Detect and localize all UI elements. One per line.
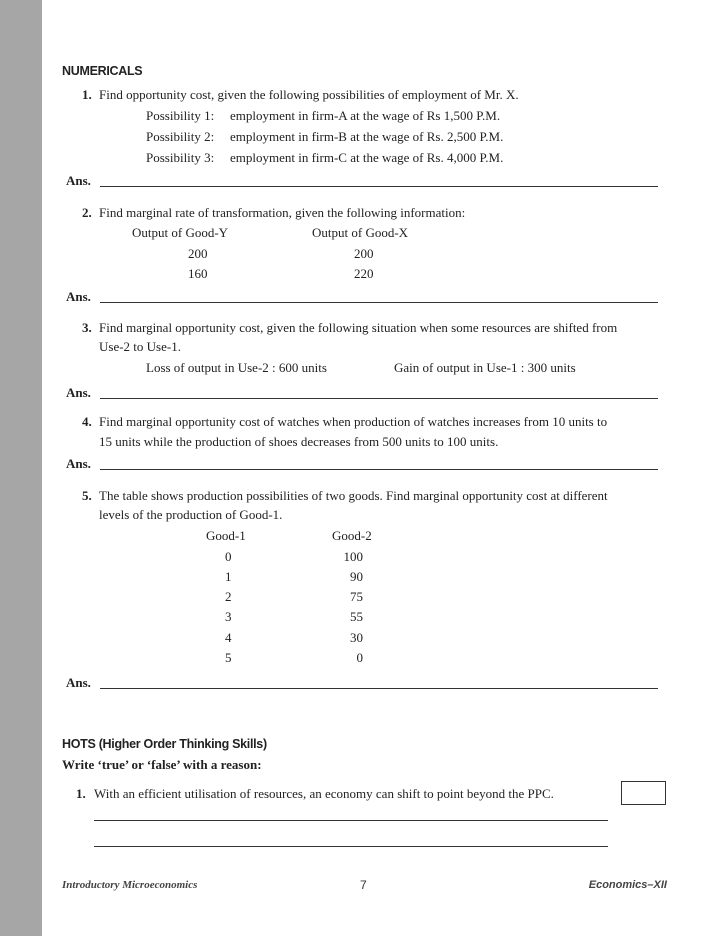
question-4-number: 4. <box>82 414 92 429</box>
footer-book-title: Introductory Microeconomics <box>62 879 198 891</box>
possibility-2-text: employment in firm-B at the wage of Rs. 2,500 P.M. <box>230 129 504 144</box>
answer-line-2[interactable] <box>100 302 658 303</box>
question-5-number: 5. <box>82 488 92 503</box>
answer-line-5[interactable] <box>100 688 658 689</box>
answer-label-2: Ans. <box>66 289 91 304</box>
hots-answer-line-1[interactable] <box>94 820 608 821</box>
section-title-hots: HOTS (Higher Order Thinking Skills) <box>62 737 267 751</box>
q5-row-5-good-1: 4 <box>225 630 232 645</box>
q5-row-4-good-1: 3 <box>225 609 232 624</box>
q5-row-2-good-2: 90 <box>350 569 363 584</box>
possibility-1-label: Possibility 1: <box>146 108 215 123</box>
true-false-answer-box[interactable] <box>621 781 666 805</box>
section-title-numericals: NUMERICALS <box>62 64 143 78</box>
q5-row-5-good-2: 30 <box>350 630 363 645</box>
footer-page-number: 7 <box>360 878 367 892</box>
q5-row-3-good-1: 2 <box>225 589 232 604</box>
q2-header-good-x: Output of Good-X <box>312 225 409 240</box>
answer-label-3: Ans. <box>66 385 91 400</box>
answer-label-5: Ans. <box>66 675 91 690</box>
q5-row-6-good-2: 0 <box>356 650 363 665</box>
answer-line-4[interactable] <box>100 469 658 470</box>
q2-row1-good-y: 200 <box>188 246 208 261</box>
q5-row-1-good-2: 100 <box>343 549 363 564</box>
q2-row2-good-y: 160 <box>188 266 208 281</box>
hots-question-1-text: With an efficient utilisation of resources, an economy can shift to point beyond the PPC. <box>94 786 554 801</box>
q5-row-6-good-1: 5 <box>225 650 232 665</box>
answer-label-1: Ans. <box>66 173 91 188</box>
q3-gain-output: Gain of output in Use-1 : 300 units <box>394 360 576 375</box>
question-3-number: 3. <box>82 320 92 335</box>
q5-header-good-1: Good-1 <box>206 528 246 543</box>
answer-line-1[interactable] <box>100 186 658 187</box>
q5-row-1-good-1: 0 <box>225 549 232 564</box>
q2-header-good-y: Output of Good-Y <box>132 225 229 240</box>
question-2-text: Find marginal rate of transformation, given the following information: <box>99 205 466 220</box>
question-2-number: 2. <box>82 205 92 220</box>
question-4-line-1: Find marginal opportunity cost of watches when production of watches increases from 10 units to <box>99 414 608 429</box>
q2-row1-good-x: 200 <box>354 246 374 261</box>
q5-row-2-good-1: 1 <box>225 569 232 584</box>
worksheet-page <box>42 0 728 936</box>
question-3-line-2: Use-2 to Use-1. <box>99 339 181 354</box>
hots-instruction: Write ‘true’ or ‘false’ with a reason: <box>62 757 262 772</box>
question-4-line-2: 15 units while the production of shoes decreases from 500 units to 100 units. <box>99 434 499 449</box>
footer-subject: Economics–XII <box>588 879 667 891</box>
question-3-line-1: Find marginal opportunity cost, given the following situation when some resources are shifted from <box>99 320 618 335</box>
q5-header-good-2: Good-2 <box>332 528 372 543</box>
answer-line-3[interactable] <box>100 398 658 399</box>
q3-loss-output: Loss of output in Use-2 : 600 units <box>146 360 327 375</box>
possibility-3-text: employment in firm-C at the wage of Rs. 4,000 P.M. <box>230 150 504 165</box>
question-1-text: Find opportunity cost, given the following possibilities of employment of Mr. X. <box>99 87 519 102</box>
q2-row2-good-x: 220 <box>354 266 374 281</box>
q5-row-4-good-2: 55 <box>350 609 363 624</box>
question-1-number: 1. <box>82 87 92 102</box>
possibility-1-text: employment in firm-A at the wage of Rs 1,500 P.M. <box>230 108 501 123</box>
possibility-3-label: Possibility 3: <box>146 150 215 165</box>
answer-label-4: Ans. <box>66 456 91 471</box>
question-5-line-1: The table shows production possibilities of two goods. Find marginal opportunity cost at different <box>99 488 608 503</box>
page-side-band <box>0 0 42 936</box>
q5-row-3-good-2: 75 <box>350 589 363 604</box>
question-5-line-2: levels of the production of Good-1. <box>99 507 283 522</box>
hots-question-1-number: 1. <box>76 786 86 801</box>
possibility-2-label: Possibility 2: <box>146 129 215 144</box>
hots-answer-line-2[interactable] <box>94 846 608 847</box>
